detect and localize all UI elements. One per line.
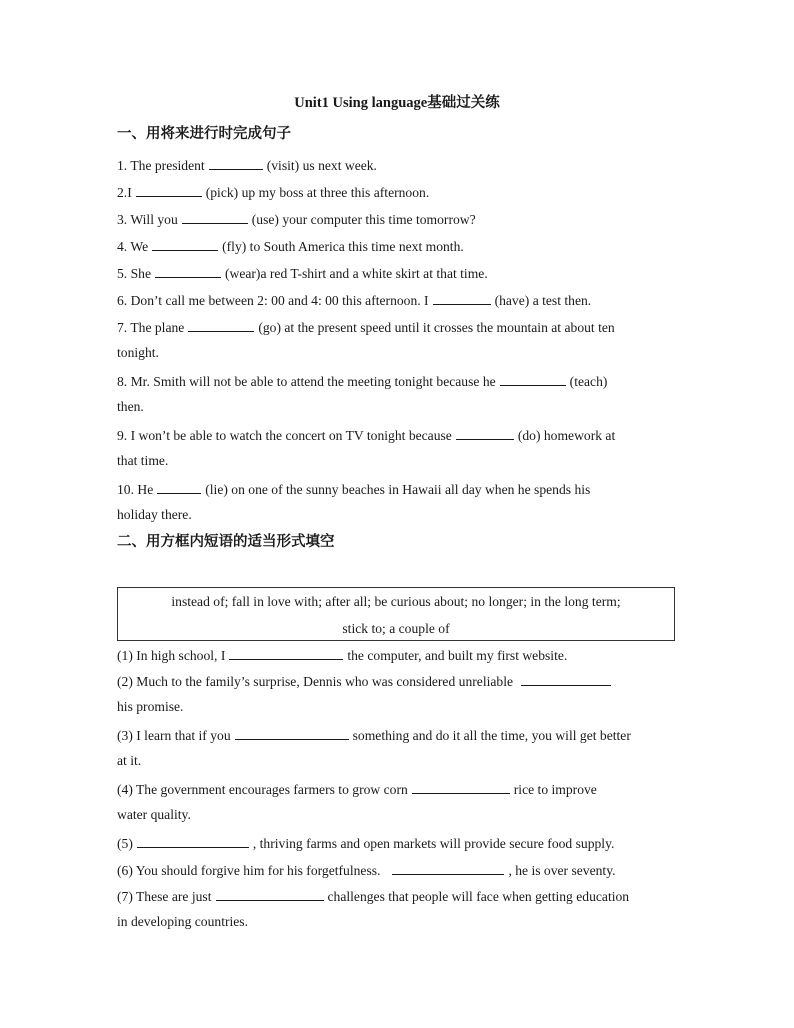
answer-blank[interactable] — [137, 833, 249, 848]
exercise-2-2-prompt: (2) Much to the family’s surprise, Dennis who was considered unreliable — [117, 674, 514, 689]
exercise-1-2 — [117, 182, 677, 202]
exercise-2-5-prompt: (5) — [117, 836, 133, 851]
exercise-1-1-prompt: 1. The president — [117, 158, 205, 173]
exercise-2-6 — [117, 860, 677, 880]
exercise-1-8-rest: (teach) — [569, 374, 608, 389]
answer-blank[interactable] — [412, 779, 510, 794]
exercise-1-7-continued: tonight. — [117, 345, 159, 360]
exercise-1-10-prompt: 10. He — [117, 482, 154, 497]
exercise-1-6-prompt: 6. Don’t call me between 2: 00 and 4: 00 this afternoon. I — [117, 293, 429, 308]
phrase-box-line-2: stick to; a couple of — [342, 621, 450, 636]
exercise-2-4-prompt: (4) The government encourages farmers to grow corn — [117, 782, 408, 797]
exercise-1-4-prompt: 4. We — [117, 239, 149, 254]
exercise-1-8 — [117, 371, 677, 391]
exercise-2-2 — [117, 671, 677, 691]
exercise-1-6 — [117, 290, 677, 310]
exercise-1-10-rest: (lie) on one of the sunny beaches in Hawaii all day when he spends his — [205, 482, 591, 497]
exercise-2-7-continued: in developing countries. — [117, 914, 248, 929]
answer-blank[interactable] — [155, 263, 221, 278]
exercise-1-5-prompt: 5. She — [117, 266, 151, 281]
exercise-2-1-prompt: (1) In high school, I — [117, 648, 226, 663]
answer-blank[interactable] — [136, 182, 202, 197]
exercise-1-9-continued: that time. — [117, 453, 169, 468]
exercise-2-6-rest: , he is over seventy. — [508, 863, 616, 878]
exercise-2-4-rest: rice to improve — [513, 782, 597, 797]
answer-blank[interactable] — [152, 236, 218, 251]
answer-blank[interactable] — [216, 886, 324, 901]
exercise-2-3-prompt: (3) I learn that if you — [117, 728, 231, 743]
exercise-1-1-rest: (visit) us next week. — [266, 158, 377, 173]
exercise-1-1 — [117, 155, 677, 175]
exercise-1-10 — [117, 479, 677, 499]
exercise-2-1-rest: the computer, and built my first website. — [347, 648, 568, 663]
exercise-2-4-continued: water quality. — [117, 807, 191, 822]
exercise-1-9-prompt: 9. I won’t be able to watch the concert on TV tonight because — [117, 428, 452, 443]
exercise-1-3-rest: (use) your computer this time tomorrow? — [251, 212, 476, 227]
exercise-2-1 — [117, 645, 677, 665]
exercise-1-10-continued: holiday there. — [117, 507, 192, 522]
exercise-1-4 — [117, 236, 677, 256]
exercise-1-2-prompt: 2.I — [117, 185, 132, 200]
answer-blank[interactable] — [182, 209, 248, 224]
exercise-1-3-prompt: 3. Will you — [117, 212, 178, 227]
exercise-1-8-prompt: 8. Mr. Smith will not be able to attend the meeting tonight because he — [117, 374, 496, 389]
answer-blank[interactable] — [235, 725, 349, 740]
phrase-box-line-1: instead of; fall in love with; after all; be curious about; no longer; in the long term; — [171, 594, 621, 609]
answer-blank[interactable] — [392, 860, 504, 875]
exercise-1-3 — [117, 209, 677, 229]
exercise-2-7 — [117, 886, 677, 906]
phrase-box — [117, 587, 675, 641]
exercise-1-5 — [117, 263, 677, 283]
exercise-1-2-rest: (pick) up my boss at three this afternoon. — [205, 185, 430, 200]
exercise-1-5-rest: (wear)a red T-shirt and a white skirt at that time. — [224, 266, 488, 281]
answer-blank[interactable] — [209, 155, 263, 170]
section-1-heading: 一、用将来进行时完成句子 — [117, 126, 291, 142]
exercise-2-2-continued: his promise. — [117, 699, 184, 714]
exercise-1-7-rest: (go) at the present speed until it crosses the mountain at about ten — [258, 320, 615, 335]
answer-blank[interactable] — [500, 371, 566, 386]
answer-blank[interactable] — [157, 479, 201, 494]
exercise-2-7-rest: challenges that people will face when getting education — [327, 889, 630, 904]
exercise-1-8-continued: then. — [117, 399, 144, 414]
exercise-1-7-prompt: 7. The plane — [117, 320, 185, 335]
answer-blank[interactable] — [521, 671, 611, 686]
section-2-heading: 二、用方框内短语的适当形式填空 — [117, 534, 335, 550]
exercise-2-5-rest: , thriving farms and open markets will provide secure food supply. — [252, 836, 615, 851]
answer-blank[interactable] — [456, 425, 514, 440]
page-title: Unit1 Using language基础过关练 — [294, 95, 500, 111]
exercise-2-3 — [117, 725, 677, 745]
exercise-2-3-continued: at it. — [117, 753, 142, 768]
exercise-1-9-rest: (do) homework at — [517, 428, 616, 443]
exercise-1-7 — [117, 317, 677, 337]
exercise-2-5 — [117, 833, 677, 853]
answer-blank[interactable] — [188, 317, 254, 332]
exercise-1-6-rest: (have) a test then. — [494, 293, 592, 308]
answer-blank[interactable] — [229, 645, 343, 660]
exercise-1-9 — [117, 425, 677, 445]
exercise-2-7-prompt: (7) These are just — [117, 889, 212, 904]
answer-blank[interactable] — [433, 290, 491, 305]
exercise-2-4 — [117, 779, 677, 799]
exercise-1-4-rest: (fly) to South America this time next month. — [222, 239, 464, 254]
exercise-2-3-rest: something and do it all the time, you will get better — [352, 728, 631, 743]
exercise-2-6-prompt: (6) You should forgive him for his forgetfulness. — [117, 863, 381, 878]
